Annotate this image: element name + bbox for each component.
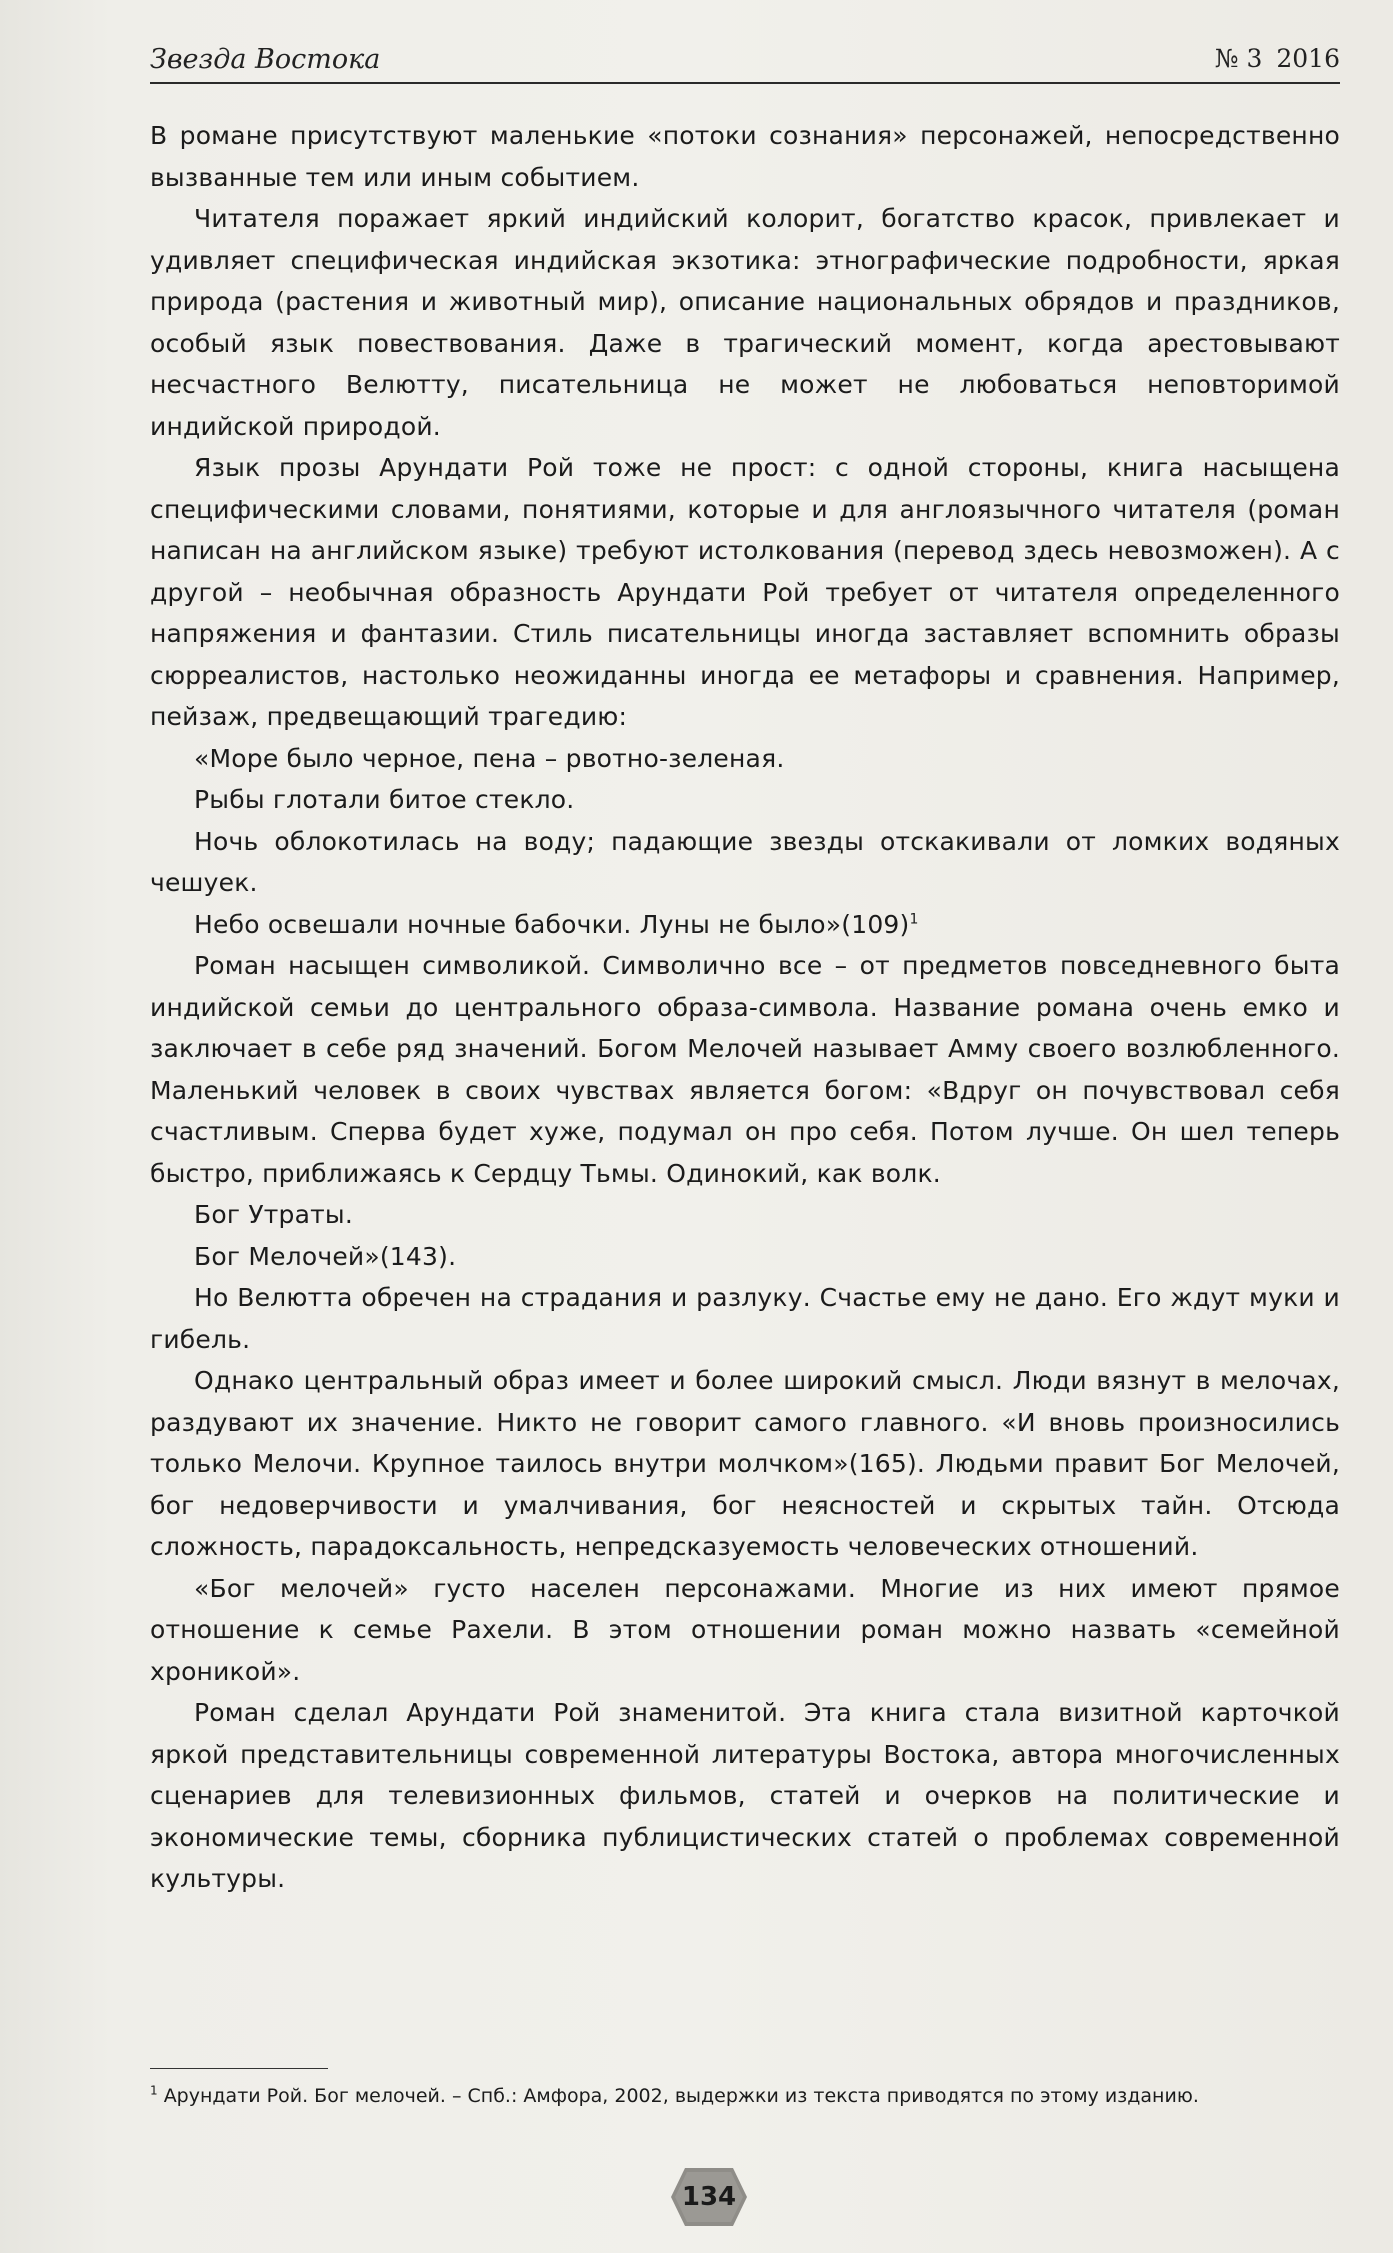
paragraph: Роман сделал Арундати Рой знаменитой. Эта книга стала визитной карточкой яркой представительницы современной литературы Востока, автора многочисленных сценариев для телевизионных фильмов, статей и очерков на политические и экономические темы, сборника публицистических статей о проблемах современной культуры. [150,1698,1340,1893]
journal-title: Звезда Востока [150,44,381,75]
paragraph: Однако центральный образ имеет и более широкий смысл. Люди вязнут в мелочах, раздувают их значение. Никто не говорит самого главного. «И вновь произносились только Мелочи. Крупное таилось внутри молчком»(165). Людьми правит Бог Мелочей, бог недоверчивости и умалчивания, бог неясностей и скрытых тайн. Отсюда сложность, парадоксальность, непредсказуемость человеческих отношений. [150,1366,1340,1561]
page-number-badge [671,2168,747,2226]
paragraph: Роман насыщен символикой. Символично все – от предметов повседневного быта индийской семьи до центрального образа-символа. Название романа очень емко и заключает в себе ряд значений. Богом Мелочей называет Амму своего возлюбленного. Маленький человек в своих чувствах является богом: «Вдруг он почувствовал себя счастливым. Сперва будет хуже, подумал он про себя. Потом лучше. Он шел теперь быстро, приближаясь к Сердцу Тьмы. Одинокий, как волк. [150,951,1340,1188]
paragraph: Читателя поражает яркий индийский колорит, богатство красок, привлекает и удивляет специфическая индийская экзотика: этнографические подробности, яркая природа (растения и животный мир), описание национальных обрядов и праздников, особый язык повествования. Даже в трагический момент, когда арестовывают несчастного Велютту, писательница не может не любоваться неповторимой индийской природой. [150,204,1340,441]
issue-info [1201,44,1340,73]
quote-line: Небо освешали ночные бабочки. Луны не $было»(109)^1$ [194,909,919,939]
issue-number: № 3 [1214,44,1263,73]
footnote-marker: 1 [150,2083,158,2098]
running-header [150,38,1340,84]
paragraph: «Бог мелочей» густо населен персонажами. Многие из них имеют прямое отношение к семье Рахели. В этом отношении роман можно назвать «семейной хроникой». [150,1573,1340,1686]
footnote-reference[interactable]: 1 [909,911,919,928]
paragraph: Язык прозы Арундати Рой тоже не прост: с одной стороны, книга насыщена специфическими словами, понятиями, которые и для англоязычного читателя (роман написан на английском языке) требуют истолкования (перевод здесь невозможен). А с другой – необычная образность Арундати Рой требует от читателя определенного напряжения и фантазии. Стиль писательницы иногда заставляет вспомнить образы сюрреалистов, настолько неожиданны иногда ее метафоры и сравнения. Например, пейзаж, предвещающий трагедию: [150,453,1340,731]
footnote [150,2082,1340,2110]
quote-line: «Море было черное, пена – рвотно-зеленая. [194,743,785,773]
paragraph: В романе присутствуют маленькие «потоки сознания» персонажей, непосредственно вызванные тем или иным событием. [150,121,1340,192]
quote-line: Рыбы глотали битое стекло. [194,785,575,814]
quote-line: Бог Утраты. [194,1200,353,1229]
footnote-rule [150,2068,328,2069]
quote-line: Бог Мелочей»(143). [194,1241,457,1271]
footnote-text: Арундати Рой. Бог мелочей. – Спб.: Амфора, 2002, выдержки из текста приводятся по этому изданию. [163,2085,1199,2107]
issue-year: 2016 [1276,44,1340,73]
quote-line: Ночь облокотилась на воду; падающие звезды отскакивали от ломких водяных чешуек. [150,826,1340,897]
header-rule [150,82,1340,84]
article-body [150,115,1340,1900]
page-number: 134 [681,2182,737,2212]
paragraph: Но Велютта обречен на страдания и разлуку. Счастье ему не дано. Его ждут муки и гибель. [150,1283,1340,1354]
